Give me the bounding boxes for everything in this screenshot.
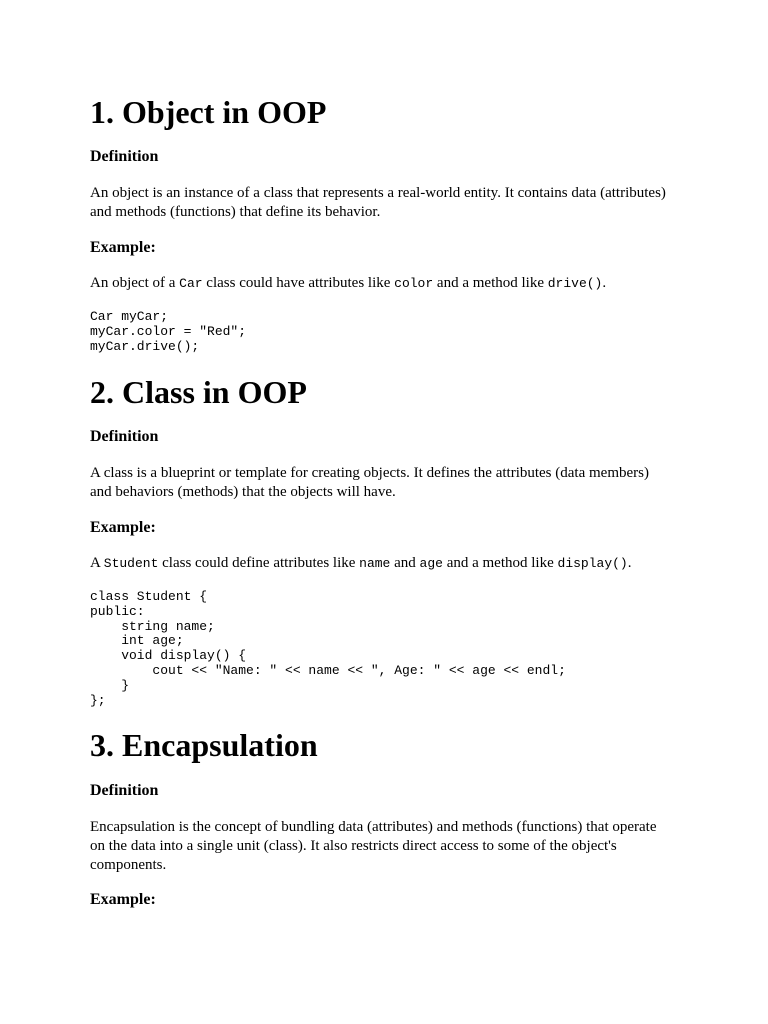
example-text — [90, 274, 606, 293]
inline-code: display() — [557, 556, 628, 571]
definition-text — [90, 184, 666, 222]
definition-line: and behaviors (methods) that the objects will have. — [90, 484, 396, 500]
code-block: Car myCar; myCar.color = "Red"; myCar.drive(); — [90, 309, 247, 354]
text-run: and a method like — [433, 275, 548, 291]
inline-code: drive() — [547, 276, 603, 291]
code-block: class Student { public: string name; int age; void display() { cout << "Name: " << name << ", Age: " << age << endl; } }; — [90, 589, 566, 708]
example-text — [90, 554, 631, 573]
example-label: Example: — [90, 239, 156, 256]
inline-code: name — [359, 556, 391, 571]
section-heading-encapsulation: 3. Encapsulation — [90, 727, 318, 763]
text-run: and a method like — [442, 555, 558, 571]
section-heading-object: 1. Object in OOP — [90, 94, 327, 130]
definition-line: A class is a blueprint or template for creating objects. It defines the attributes (data members) — [90, 465, 649, 481]
definition-label: Definition — [90, 148, 159, 165]
example-label: Example: — [90, 519, 156, 536]
inline-code: Car — [179, 276, 203, 291]
definition-label: Definition — [90, 782, 159, 799]
definition-line: Encapsulation is the concept of bundling data (attributes) and methods (functions) that operate — [90, 819, 657, 835]
section-heading-class: 2. Class in OOP — [90, 374, 307, 410]
inline-code: age — [419, 556, 443, 571]
definition-line: components. — [90, 857, 167, 873]
inline-code: color — [394, 276, 434, 291]
text-run: . — [602, 275, 607, 291]
text-run: class could define attributes like — [158, 555, 360, 571]
example-label: Example: — [90, 891, 156, 908]
definition-line: on the data into a single unit (class). It also restricts direct access to some of the object's — [90, 838, 617, 854]
definition-line: An object is an instance of a class that represents a real-world entity. It contains data (attributes) — [90, 185, 666, 201]
text-run: A — [90, 555, 104, 571]
text-run: An object of a — [90, 275, 180, 291]
definition-label: Definition — [90, 428, 159, 445]
text-run: . — [627, 555, 632, 571]
inline-code: Student — [103, 556, 159, 571]
definition-text — [90, 818, 657, 875]
definition-text — [90, 464, 649, 502]
text-run: class could have attributes like — [202, 275, 395, 291]
text-run: and — [390, 555, 420, 571]
definition-line: and methods (functions) that define its behavior. — [90, 204, 381, 220]
